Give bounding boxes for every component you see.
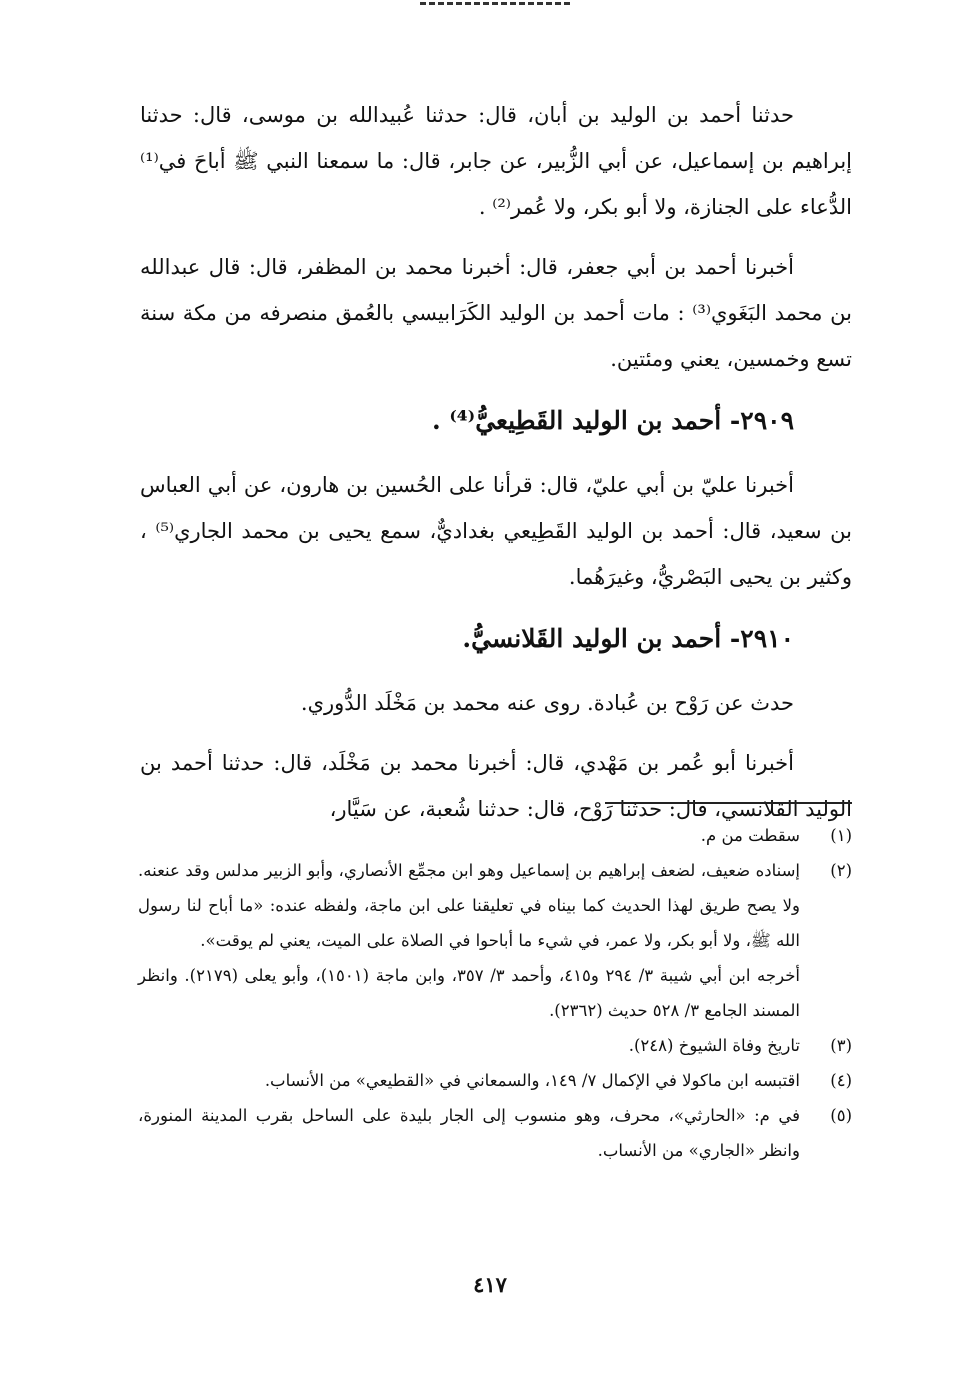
paragraph-5: أخبرنا أبو عُمر بن مَهْدي، قال: أخبرنا محمد بن مَخْلَد، قال: حدثنا أحمد بن الوليد القلانسي، قال: حدثنا رَوْح، قال: حدثنا شُعبة، عن سَيَّار، [140, 751, 852, 821]
paragraph-4: حدث عن رَوْح بن عُبادة. روى عنه محمد بن مَخْلَد الدُّوري. [300, 691, 794, 715]
footnote-1 [138, 818, 852, 853]
paragraph-1: حدثنا أحمد بن الوليد بن أبان، قال: حدثنا عُبيدالله بن موسى، قال: حدثنا إبراهيم بن إسماعيل، عن أبي الزُّبير، عن جابر، قال: ما سمعنا النبي ﷺ أباحَ في⁽¹⁾ الدُّعاء على الجنازة، ولا أبو بكر، ولا عُمر⁽²⁾ . [140, 103, 852, 219]
footnote-number: (١) [830, 826, 852, 845]
footnote-4 [138, 1063, 852, 1098]
entry-heading-2910: ٢٩١٠- أحمد بن الوليد القَلانسيُّ. [462, 624, 794, 653]
top-decoration [420, 2, 570, 5]
footnote-text: في م: «الحارثي»، محرف، وهو منسوب إلى الجار بليدة على الساحل بقرب المدينة المنورة، وانظر «الجاري» من الأنساب. [138, 1106, 800, 1160]
footnote-text: تاريخ وفاة الشيوخ (٢٤٨). [628, 1036, 800, 1055]
footnote-number: (٢) [830, 861, 852, 880]
footnote-text: إسناده ضعيف، لضعف إبراهيم بن إسماعيل وهو ابن مجمِّع الأنصاري، وأبو الزبير مدلس وقد عنعنه. ولا يصح طريق لهذا الحديث كما بيناه في تعليقنا على ابن ماجة، ولفظه عنده: «ما أباح لنا رسول الله ﷺ، ولا أبو بكر، ولا عمر، في شيء ما أباحوا في الصلاة على الميت، يعني لم يوقت». [138, 861, 800, 950]
footnote-5 [138, 1098, 852, 1168]
main-text [140, 92, 852, 846]
paragraph-2: أخبرنا أحمد بن أبي جعفر، قال: أخبرنا محمد بن المظفر، قال: قال عبدالله بن محمد البَغَوي⁽³⁾ : مات أحمد بن الوليد الكَرَابيسي بالعُمق منصرفه من مكة سنة تسع وخمسين، يعني ومئتين. [140, 255, 852, 371]
footnote-number: (٥) [830, 1106, 852, 1125]
footnote-text: سقطت من م. [700, 826, 800, 845]
page-number: ٤١٧ [473, 1272, 507, 1297]
footnote-3 [138, 1028, 852, 1063]
footnote-2 [138, 853, 852, 958]
entry-heading-2909: ٢٩٠٩- أحمد بن الوليد القَطِيعيُّ⁽⁴⁾ . [431, 406, 794, 435]
footnote-separator [605, 802, 852, 804]
footnotes [138, 818, 852, 1168]
footnote-number: (٣) [830, 1036, 852, 1055]
footnote-2-continuation: أخرجه ابن أبي شيبة ٣/ ٢٩٤ و٤١٥، وأحمد ٣/ ٣٥٧، وابن ماجة (١٥٠١)، وأبو يعلى (٢١٧٩). وانظر المسند الجامع ٣/ ٥٢٨ حديث (٢٣٦٢). [138, 966, 800, 1020]
footnote-number: (٤) [830, 1071, 852, 1090]
footnote-text: اقتبسه ابن ماكولا في الإكمال ٧/ ١٤٩، والسمعاني في «القطيعي» من الأنساب. [264, 1071, 800, 1090]
paragraph-3: أخبرنا عليّ بن أبي عليّ، قال: قرأنا على الحُسين بن هارون، عن أبي العباس بن سعيد، قال: أحمد بن الوليد القَطِيعي بغداديٌّ، سمع يحيى بن محمد الجاري⁽⁵⁾ ، وكثير بن يحيى البَصْريُّ، وغيرَهُما. [140, 473, 852, 589]
